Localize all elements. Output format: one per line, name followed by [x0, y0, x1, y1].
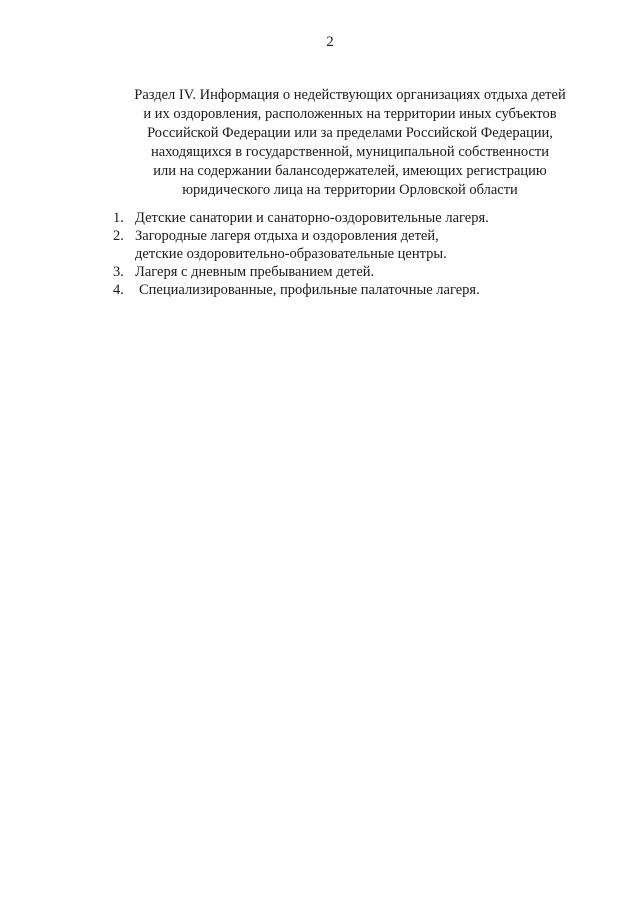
list-item-number: 2. [113, 228, 124, 244]
heading-line: и их оздоровления, расположенных на территории иных субъектов [143, 106, 557, 122]
list-item-line: детские оздоровительно-образовательные центры. [135, 246, 447, 262]
list-item [113, 263, 593, 281]
list-item-text [135, 227, 447, 263]
page-number: 2 [326, 34, 334, 50]
heading-line: Российской Федерации или за пределами Российской Федерации, [147, 125, 553, 141]
list-item-text [135, 209, 489, 227]
heading-line: юридического лица на территории Орловской области [182, 182, 518, 198]
section-heading [100, 86, 600, 200]
heading-line: или на содержании балансодержателей, имеющих регистрацию [153, 163, 547, 179]
list-item-text [139, 281, 480, 299]
list-item-line: Лагеря с дневным пребыванием детей. [135, 264, 375, 280]
list-item-text [135, 263, 374, 281]
list-item [113, 281, 593, 299]
list-item [113, 209, 593, 227]
list-item-number: 4. [113, 282, 124, 298]
list-item-line: Загородные лагеря отдыха и оздоровления детей, [135, 228, 439, 244]
category-list [113, 209, 593, 299]
list-item-line: Детские санатории и санаторно-оздоровительные лагеря. [135, 210, 489, 226]
list-item-line: Специализированные, профильные палаточные лагеря. [139, 282, 480, 298]
list-item-number: 1. [113, 210, 124, 226]
list-item [113, 227, 593, 263]
heading-line: Раздел IV. Информация о недействующих организациях отдыха детей [134, 87, 566, 103]
list-item-number: 3. [113, 264, 124, 280]
heading-line: находящихся в государственной, муниципальной собственности [150, 144, 550, 160]
